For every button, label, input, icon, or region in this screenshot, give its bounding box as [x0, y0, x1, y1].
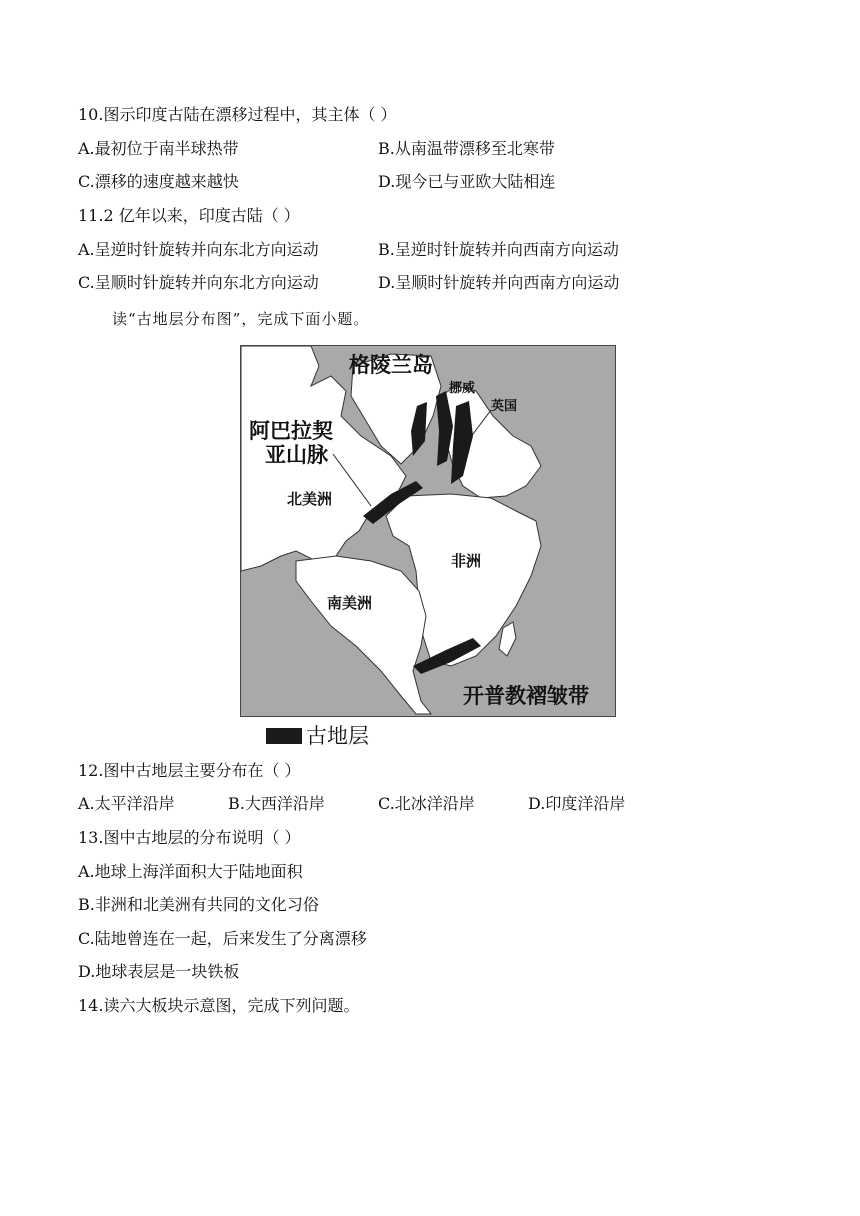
question-12-option-b: B.大西洋沿岸 [228, 794, 325, 813]
question-10-option-b: B.从南温带漂移至北寒带 [378, 139, 555, 158]
question-11-stem: 11.2 亿年以来，印度古陆（ ） [78, 206, 300, 225]
question-14-stem: 14.读六大板块示意图，完成下列问题。 [78, 996, 360, 1015]
ancient-strata-map [240, 345, 616, 717]
map-label-greenland: 格陵兰岛 [349, 353, 433, 377]
question-11-option-a: A.呈逆时针旋转并向东北方向运动 [78, 240, 319, 259]
map-label-norway: 挪威 [449, 381, 476, 396]
question-12-option-a: A.太平洋沿岸 [78, 794, 175, 813]
question-13-option-b: B.非洲和北美洲有共同的文化习俗 [78, 895, 319, 914]
legend-label: 古地层 [306, 724, 369, 748]
map-label-appalachian-line1: 阿巴拉契 [249, 419, 333, 443]
question-11-option-d: D.呈顺时针旋转并向西南方向运动 [378, 273, 620, 292]
map-label-north-america: 北美洲 [287, 490, 333, 508]
question-11-option-c: C.呈顺时针旋转并向东北方向运动 [78, 273, 319, 292]
south-america-land [296, 556, 431, 714]
question-11-option-b: B.呈逆时针旋转并向西南方向运动 [378, 240, 619, 259]
question-12-option-c: C.北冰洋沿岸 [378, 794, 475, 813]
question-12-stem: 12.图中古地层主要分布在（ ） [78, 761, 301, 780]
question-13-option-a: A.地球上海洋面积大于陆地面积 [78, 862, 303, 881]
map-label-south-america: 南美洲 [327, 594, 373, 612]
question-12-option-d: D.印度洋沿岸 [528, 794, 626, 813]
question-13-stem: 13.图中古地层的分布说明（ ） [78, 828, 301, 847]
question-10-option-c: C.漂移的速度越来越快 [78, 172, 239, 191]
map-label-appalachian-line2: 亚山脉 [265, 443, 328, 467]
legend-swatch [266, 728, 302, 744]
question-10-option-a: A.最初位于南半球热带 [78, 139, 239, 158]
map-label-africa: 非洲 [451, 552, 482, 570]
map-intro-text: 读“古地层分布图”，完成下面小题。 [112, 310, 370, 328]
question-13-option-d: D.地球表层是一块铁板 [78, 962, 240, 981]
question-10-stem: 10.图示印度古陆在漂移过程中，其主体（ ） [78, 105, 397, 124]
map-label-cape-fold-belt: 开普教褶皱带 [463, 684, 589, 708]
map-label-britain: 英国 [491, 399, 518, 414]
question-13-option-c: C.陆地曾连在一起，后来发生了分离漂移 [78, 929, 367, 948]
question-10-option-d: D.现今已与亚欧大陆相连 [378, 172, 556, 191]
map-svg [241, 346, 615, 716]
